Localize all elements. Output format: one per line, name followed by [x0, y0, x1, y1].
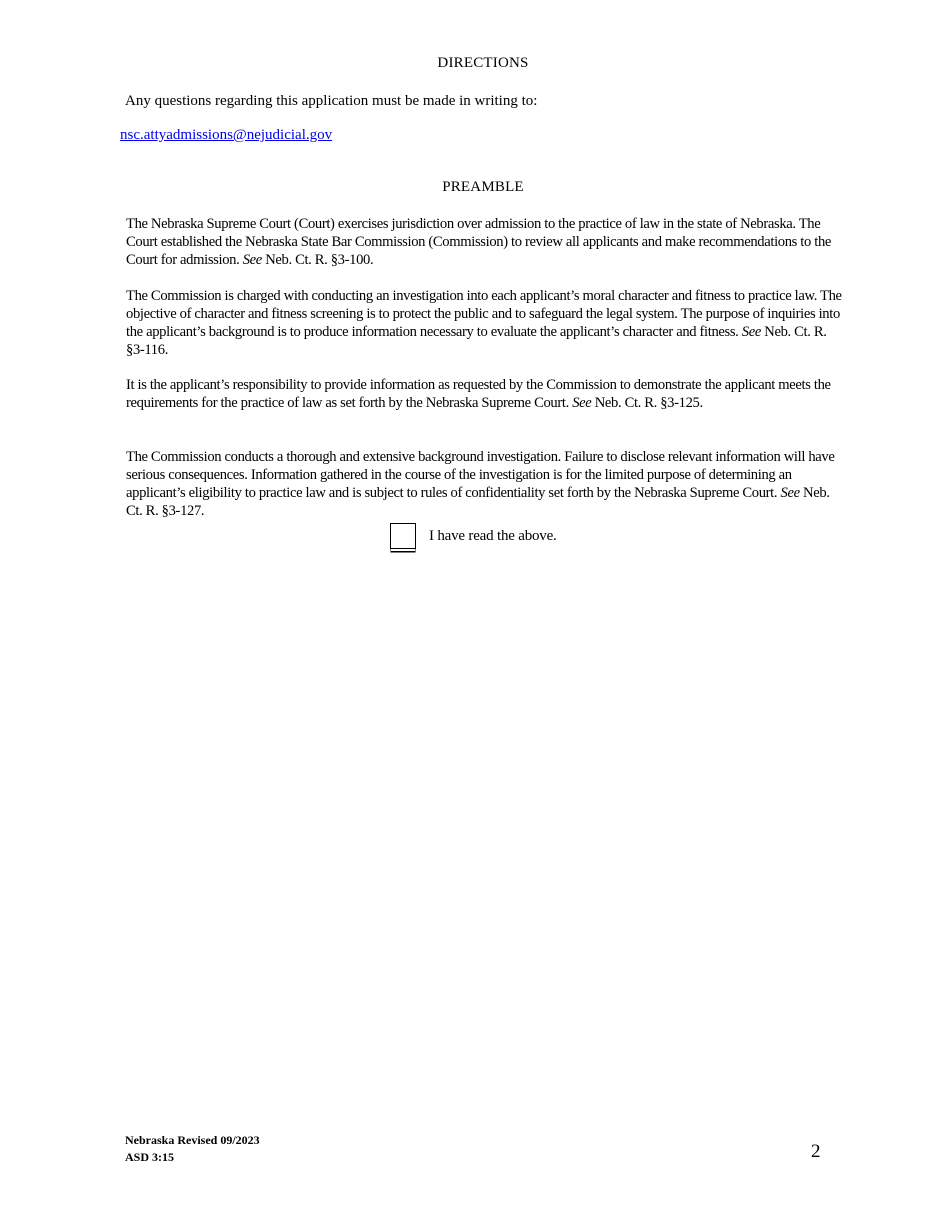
rule-citation: Neb. Ct. R. §3-116.	[126, 324, 827, 358]
email-link[interactable]: nsc.attyadmissions@nejudicial.gov	[120, 127, 333, 143]
footer-form-code: ASD 3:15	[125, 1150, 175, 1164]
rule-citation: Neb. Ct. R. §3-100.	[261, 252, 374, 268]
directions-heading: DIRECTIONS	[437, 55, 529, 71]
preamble-paragraph-4	[126, 448, 846, 520]
preamble-paragraph-2	[126, 287, 846, 359]
see-signal: See	[572, 395, 592, 411]
paragraph-text: The Commission conducts a thorough and extensive background investigation. Failure to disclose relevant information will have serious consequences. Information gathered in the course of the investigation is for the limited purpose of determining an applicant’s eligibility to practice law and is subject to rules of confidentiality set forth by the Nebraska Supreme Court.	[126, 449, 835, 501]
acknowledgement-label: I have read the above.	[429, 527, 557, 544]
rule-citation: Neb. Ct. R. §3-127.	[126, 485, 830, 519]
see-signal: See	[242, 252, 262, 268]
preamble-paragraph-1	[126, 215, 846, 269]
acknowledgement-checkbox[interactable]	[390, 523, 416, 549]
see-signal: See	[780, 485, 800, 501]
see-signal: See	[741, 324, 761, 340]
page-number: 2	[811, 1141, 821, 1162]
preamble-paragraph-3	[126, 376, 846, 412]
footer-revision: Nebraska Revised 09/2023	[125, 1133, 260, 1147]
preamble-heading: PREAMBLE	[442, 179, 524, 195]
acknowledgement-row	[390, 523, 557, 549]
paragraph-text: The Nebraska Supreme Court (Court) exercises jurisdiction over admission to the practice of law in the state of Nebraska. The Court established the Nebraska State Bar Commission (Commission) to review all applicants and make recommendations to the Court for admission.	[126, 216, 832, 268]
rule-citation: Neb. Ct. R. §3-125.	[591, 395, 703, 411]
paragraph-text: It is the applicant’s responsibility to provide information as requested by the Commission to demonstrate the applicant meets the requirements for the practice of law as set forth by the Nebraska Supreme Court.	[126, 377, 831, 411]
paragraph-text: The Commission is charged with conducting an investigation into each applicant’s moral character and fitness to practice law. The objective of character and fitness screening is to protect the public and to safeguard the legal system. The purpose of inquiries into the applicant’s background is to produce information necessary to evaluate the applicant’s character and fitness.	[126, 288, 842, 340]
questions-instruction: Any questions regarding this application must be made in writing to:	[125, 93, 538, 109]
